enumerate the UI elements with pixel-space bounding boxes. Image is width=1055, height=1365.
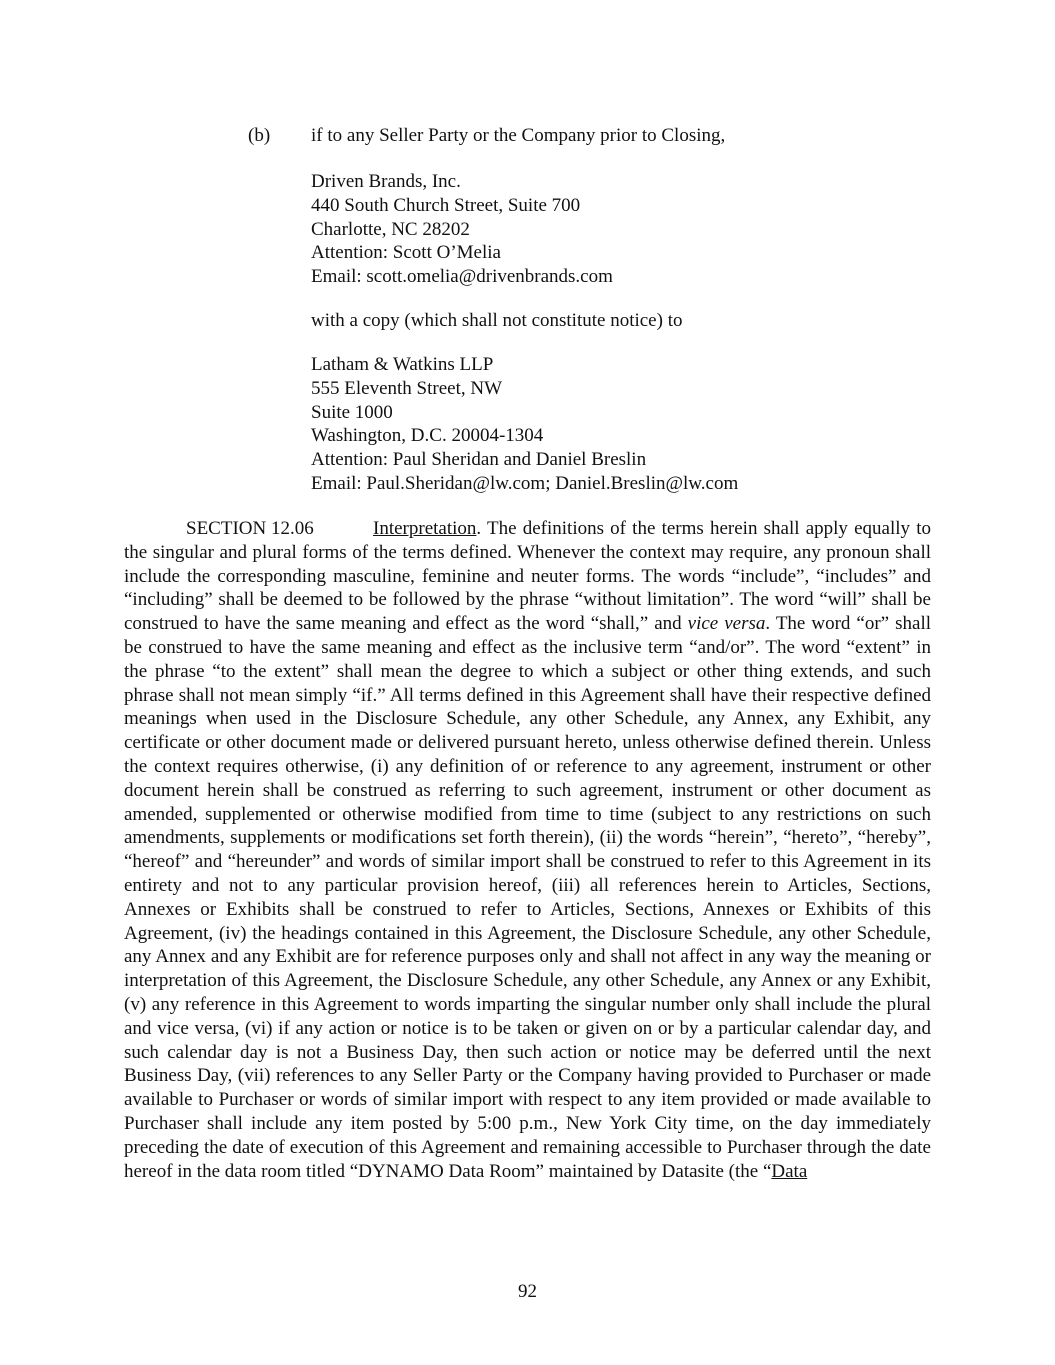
section-heading: Interpretation	[373, 518, 477, 539]
address-line: Email: Paul.Sheridan@lw.com; Daniel.Breslin@lw.com	[311, 472, 739, 494]
notice-b-label: (b)	[248, 125, 271, 146]
section-text: . The definitions of the terms herein shall apply equally to the singular and plural forms of the terms defined. Whenever the context may require, any pronoun shall include the corresponding masculine, feminine and neuter forms. The words “include”, “includes” and “including” shall be deemed to be followed by the phrase “without limitation”. The word “will” shall be construed to have the same meaning and effect as the word “shall,” and	[124, 518, 931, 635]
notice-b-heading	[248, 124, 948, 148]
section-text: . The word “or” shall be construed to have the same meaning and effect as the inclusive term “and/or”. The word “extent” in the phrase “to the extent” shall mean the degree to which a subject or other thing extends, and such phrase shall not mean simply “if.” All terms defined in this Agreement shall have their respective defined meanings when used in the Disclosure Schedule, any other Schedule, any Annex, any Exhibit, any certificate or other document made or delivered pursuant hereto, unless otherwise defined therein. Unless the context requires otherwise, (i) any definition of or reference to any agreement, instrument or other document herein shall be construed as referring to such agreement, instrument or other document as amended, supplemented or otherwise modified from time to time (subject to any restrictions on such amendments, supplements or modifications set forth therein), (ii) the words “herein”, “hereto”, “hereby”, “hereof” and “hereunder” and words of similar import shall be construed to refer to this Agreement in its entirety and not to any particular provision hereof, (iii) all references herein to Articles, Sections, Annexes or Exhibits shall be construed to refer to Articles, Sections, Annexes or Exhibits of this Agreement, (iv) the headings contained in this Agreement, the Disclosure Schedule, any other Schedule, any Annex and any Exhibit are for reference purposes only and shall not affect in any way the meaning or interpretation of this Agreement, the Disclosure Schedule, any other Schedule, any Annex or any Exhibit, (v) any reference in this Agreement to words imparting the singular number only shall include the plural and vice versa, (vi) if any action or notice is to be taken or given on or by a particular calendar day, and such calendar day is not a Business Day, then such action or notice may be deferred until the next Business Day, (vii) references to any Seller Party or the Company having provided to Purchaser or made available to Purchaser or words of similar import with respect to any item provided or made available to Purchaser shall include any item posted by 5:00 p.m., New York City time, on the day immediately preceding the date of execution of this Agreement and remaining accessible to Purchaser through the date hereof in the data room titled “DYNAMO Data Room” maintained by Datasite (the “	[124, 613, 932, 1182]
section-italic-term: vice versa	[687, 613, 766, 635]
address-line: Attention: Paul Sheridan and Daniel Breslin	[311, 449, 647, 471]
address-line: Driven Brands, Inc.	[311, 171, 461, 192]
section-12-06	[124, 517, 931, 1183]
address-line: Email: scott.omelia@drivenbrands.com	[311, 266, 613, 288]
notice-b-intro: if to any Seller Party or the Company prior to Closing,	[311, 125, 726, 146]
address-line: Attention: Scott O’Melia	[311, 242, 501, 264]
address-line: Latham & Watkins LLP	[311, 354, 494, 375]
address-line: 440 South Church Street, Suite 700	[311, 194, 581, 216]
copy-line: with a copy (which shall not constitute notice) to	[311, 310, 683, 331]
section-number: SECTION 12.06	[186, 518, 314, 539]
address-line: 555 Eleventh Street, NW	[311, 377, 503, 399]
page-number: 92	[518, 1281, 537, 1302]
defined-term-data: Data	[771, 1160, 808, 1182]
counsel-address-block	[311, 353, 951, 496]
address-line: Suite 1000	[311, 401, 393, 423]
address-line: Charlotte, NC 28202	[311, 218, 470, 240]
notice-b	[248, 124, 948, 148]
copy-notice-line	[311, 309, 951, 333]
seller-address-block	[311, 170, 951, 289]
address-line: Washington, D.C. 20004-1304	[311, 425, 544, 447]
